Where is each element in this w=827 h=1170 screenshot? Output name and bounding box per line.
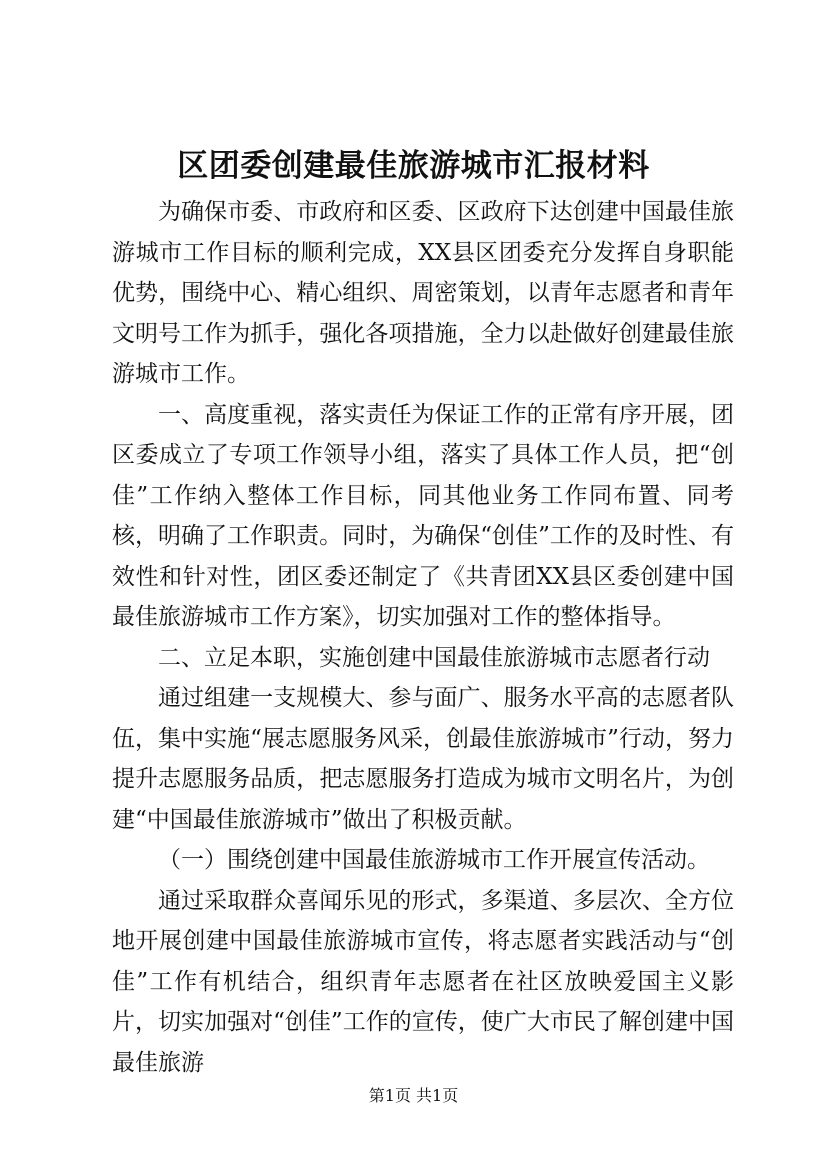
paragraph-section-two-heading: 二、立足本职，实施创建中国最佳旅游城市志愿者行动 bbox=[158, 644, 710, 671]
page-footer: 第1页 共1页 bbox=[368, 1086, 459, 1105]
paragraph-intro: 为确保市委、市政府和区委、区政府下达创建中国最佳旅游城市工作目标的顺利完成，XX县区团委充分发挥自身职能优势，围绕中心、精心组织、周密策划，以青年志愿者和青年文明号工作为抓手，强化各项措施，全力以赴做好创建最佳旅游城市工作。 bbox=[112, 199, 734, 387]
paragraph-section-two-body: 通过组建一支规模大、参与面广、服务水平高的志愿者队伍，集中实施“展志愿服务风采，创最佳旅游城市”行动，努力提升志愿服务品质，把志愿服务打造成为城市文明名片，为创建“中国最佳旅游城市”做出了积极贡献。 bbox=[112, 685, 734, 833]
document-body bbox=[112, 192, 734, 1083]
paragraph-section-one: 一、高度重视，落实责任为保证工作的正常有序开展，团区委成立了专项工作领导小组，落实了具体工作人员，把“创佳”工作纳入整体工作目标，同其他业务工作同布置、同考核，明确了工作职责。同时，为确保“创佳”工作的及时性、有效性和针对性，团区委还制定了《共青团XX县区委创建中国最佳旅游城市工作方案》，切实加强对工作的整体指导。 bbox=[112, 401, 734, 630]
document-title: 区团委创建最佳旅游城市汇报材料 bbox=[177, 148, 650, 184]
paragraph-subsection-one-heading: （一）围绕创建中国最佳旅游城市工作开展宣传活动。 bbox=[158, 847, 710, 873]
paragraph-subsection-one-body: 通过采取群众喜闻乐见的形式，多渠道、多层次、全方位地开展创建中国最佳旅游城市宣传，将志愿者实践活动与“创佳”工作有机结合，组织青年志愿者在社区放映爱国主义影片，切实加强对“创佳”工作的宣传，使广大市民了解创建中国最佳旅游 bbox=[112, 887, 734, 1076]
